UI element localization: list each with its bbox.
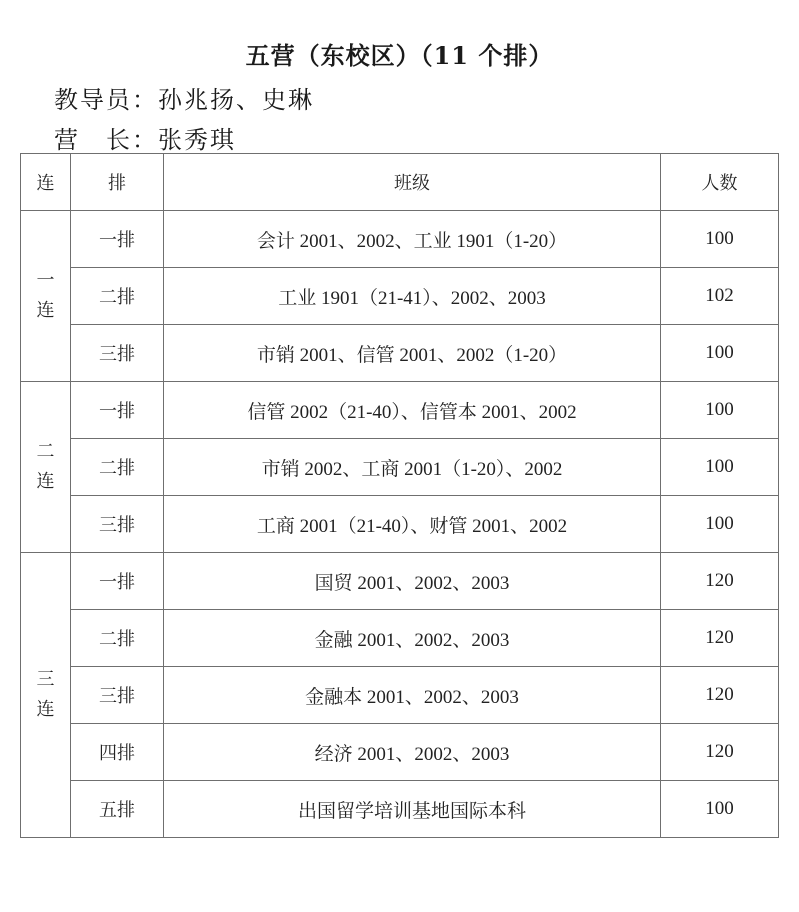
count-cell: 100 bbox=[661, 382, 779, 439]
count-cell: 100 bbox=[661, 781, 779, 838]
company-name-top: 一 bbox=[36, 270, 55, 291]
platoon-cell: 三排 bbox=[71, 667, 164, 724]
platoon-cell: 二排 bbox=[71, 610, 164, 667]
header-count: 人数 bbox=[661, 154, 779, 211]
classes-cell: 金融本 2001、2002、2003 bbox=[164, 667, 661, 724]
roster-table bbox=[20, 153, 779, 838]
table-row bbox=[21, 667, 779, 724]
count-cell: 120 bbox=[661, 610, 779, 667]
count-cell: 100 bbox=[661, 325, 779, 382]
company-name-top: 三 bbox=[36, 669, 55, 690]
count-cell: 100 bbox=[661, 496, 779, 553]
classes-cell: 工商 2001（21-40）、财管 2001、2002 bbox=[164, 496, 661, 553]
header-classes: 班级 bbox=[164, 154, 661, 211]
table-row bbox=[21, 724, 779, 781]
page-title: 五营（东校区）（11 个排） bbox=[245, 41, 554, 70]
classes-cell: 金融 2001、2002、2003 bbox=[164, 610, 661, 667]
classes-cell: 市销 2002、工商 2001（1-20）、2002 bbox=[164, 439, 661, 496]
table-row bbox=[21, 553, 779, 610]
commander-names: 张秀琪 bbox=[158, 126, 236, 154]
instructors-names: 孙兆扬、史琳 bbox=[158, 86, 314, 114]
company-cell-2 bbox=[21, 382, 71, 553]
company-name-bottom: 连 bbox=[36, 300, 55, 321]
header-platoon: 排 bbox=[71, 154, 164, 211]
instructors-label: 教导员： bbox=[54, 86, 158, 114]
table-row bbox=[21, 610, 779, 667]
table-row bbox=[21, 496, 779, 553]
classes-cell: 市销 2001、信管 2001、2002（1-20） bbox=[164, 325, 661, 382]
company-name-top: 二 bbox=[36, 441, 55, 462]
company-cell-3 bbox=[21, 553, 71, 838]
platoon-cell: 三排 bbox=[71, 496, 164, 553]
platoon-cell: 四排 bbox=[71, 724, 164, 781]
company-name-bottom: 连 bbox=[36, 699, 55, 720]
classes-cell: 信管 2002（21-40）、信管本 2001、2002 bbox=[164, 382, 661, 439]
header-company: 连 bbox=[21, 154, 71, 211]
classes-cell: 会计 2001、2002、工业 1901（1-20） bbox=[164, 211, 661, 268]
classes-cell: 工业 1901（21-41）、2002、2003 bbox=[164, 268, 661, 325]
table-row bbox=[21, 211, 779, 268]
table-row bbox=[21, 325, 779, 382]
classes-cell: 出国留学培训基地国际本科 bbox=[164, 781, 661, 838]
table-header-row bbox=[21, 154, 779, 211]
table-row bbox=[21, 268, 779, 325]
commander-label: 营 长： bbox=[54, 126, 158, 154]
company-name-bottom: 连 bbox=[36, 471, 55, 492]
count-cell: 100 bbox=[661, 439, 779, 496]
classes-cell: 国贸 2001、2002、2003 bbox=[164, 553, 661, 610]
table-row bbox=[21, 382, 779, 439]
instructors-line bbox=[54, 80, 314, 115]
company-cell-1 bbox=[21, 211, 71, 382]
platoon-cell: 二排 bbox=[71, 268, 164, 325]
platoon-cell: 五排 bbox=[71, 781, 164, 838]
platoon-cell: 三排 bbox=[71, 325, 164, 382]
platoon-cell: 一排 bbox=[71, 211, 164, 268]
table-row bbox=[21, 439, 779, 496]
count-cell: 120 bbox=[661, 724, 779, 781]
count-cell: 120 bbox=[661, 667, 779, 724]
platoon-cell: 二排 bbox=[71, 439, 164, 496]
platoon-cell: 一排 bbox=[71, 553, 164, 610]
count-cell: 120 bbox=[661, 553, 779, 610]
table-row bbox=[21, 781, 779, 838]
classes-cell: 经济 2001、2002、2003 bbox=[164, 724, 661, 781]
count-cell: 102 bbox=[661, 268, 779, 325]
commander-line bbox=[54, 120, 236, 155]
platoon-cell: 一排 bbox=[71, 382, 164, 439]
count-cell: 100 bbox=[661, 211, 779, 268]
